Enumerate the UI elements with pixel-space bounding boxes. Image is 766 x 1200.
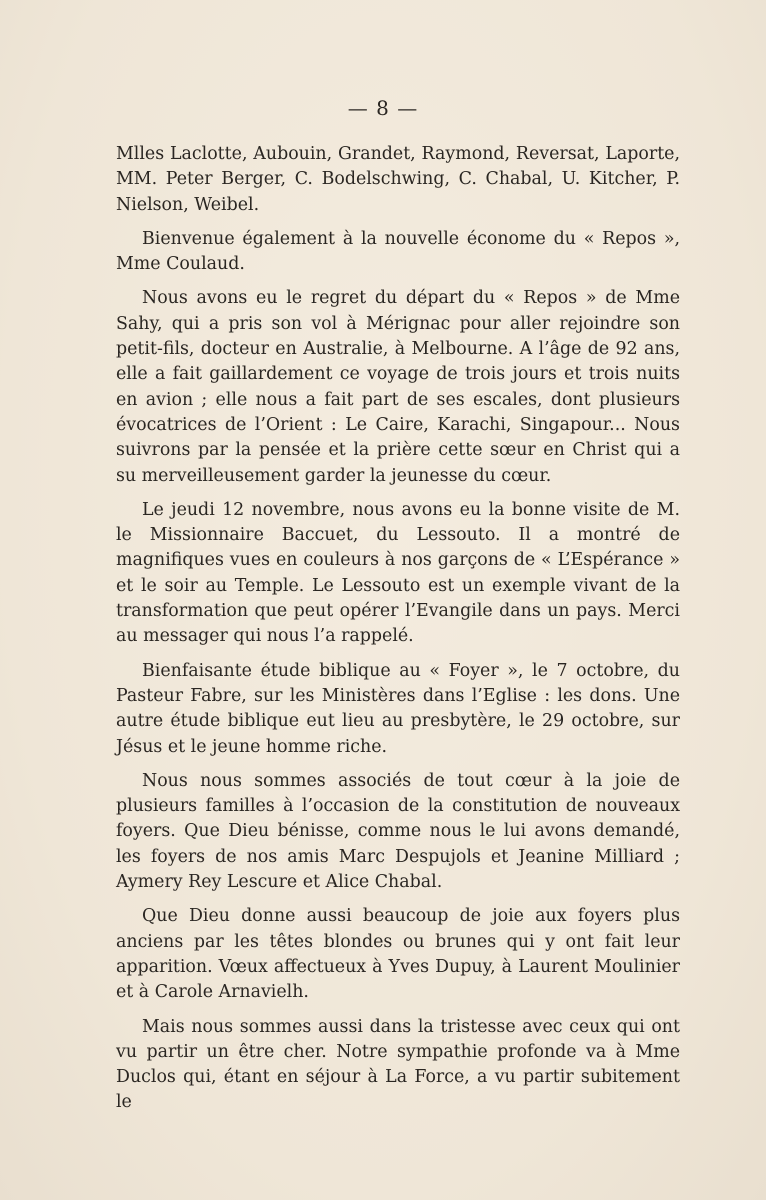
paragraph-bible-study: Bienfaisante étude biblique au « Foyer », le 7 octobre, du Pasteur Fabre, sur les Ministères dans l’Eglise : les dons. Une autre étude biblique eut lieu au presbytère, le 29 octobre, sur Jésus et le jeune homme riche. xyxy=(116,660,680,757)
paragraph-missionary-visit: Le jeudi 12 novembre, nous avons eu la bonne visite de M. le Missionnaire Baccuet, du Lessouto. Il a montré de magnifiques vues en couleurs à nos garçons de « L’Espérance » et le soir au Temple. Le Lessouto est un exemple vivant de la transformation que peut opérer l’Evangile dans un pays. Merci au messager qui nous l’a rappelé. xyxy=(116,499,680,647)
paragraph-guest-list: Mlles Laclotte, Aubouin, Grandet, Raymond, Reversat, Laporte, MM. Peter Berger, C. Bodelschwing, C. Chabal, U. Kitcher, P. Nielson, Weibel. xyxy=(116,144,680,215)
page-body xyxy=(116,142,680,1125)
paragraph-departure: Nous avons eu le regret du départ du « Repos » de Mme Sahy, qui a pris son vol à Mérignac pour aller rejoindre son petit-fils, docteur en Australie, à Melbourne. A l’âge de 92 ans, elle a fait gaillardement ce voyage de trois jours et trois nuits en avion ; elle nous a fait part de ses escales, dont plusieurs évocatrices de l’Orient : Le Caire, Karachi, Singapour... Nous suivrons par la pensée et la prière cette sœur en Christ qui a su merveilleusement garder la jeunesse du cœur. xyxy=(116,288,680,486)
paragraph-condolences: Mais nous sommes aussi dans la tristesse avec ceux qui ont vu partir un être cher. Notre sympathie profonde va à Mme Duclos qui, étant en séjour à La Force, a vu partir subitement le xyxy=(116,1016,680,1113)
paragraph-welcome: Bienvenue également à la nouvelle économe du « Repos », Mme Coulaud. xyxy=(116,228,680,275)
paragraph-weddings: Nous nous sommes associés de tout cœur à la joie de plusieurs familles à l’occasion de la constitution de nouveaux foyers. Que Dieu bénisse, comme nous le lui avons demandé, les foyers de nos amis Marc Despujols et Jeanine Milliard ; Aymery Rey Lescure et Alice Chabal. xyxy=(116,770,680,893)
paragraph-births: Que Dieu donne aussi beaucoup de joie aux foyers plus anciens par les têtes blondes ou brunes qui y ont fait leur apparition. Vœux affectueux à Yves Dupuy, à Laurent Moulinier et à Carole Arnavielh. xyxy=(116,906,680,1003)
page-number: — 8 — xyxy=(347,96,419,120)
